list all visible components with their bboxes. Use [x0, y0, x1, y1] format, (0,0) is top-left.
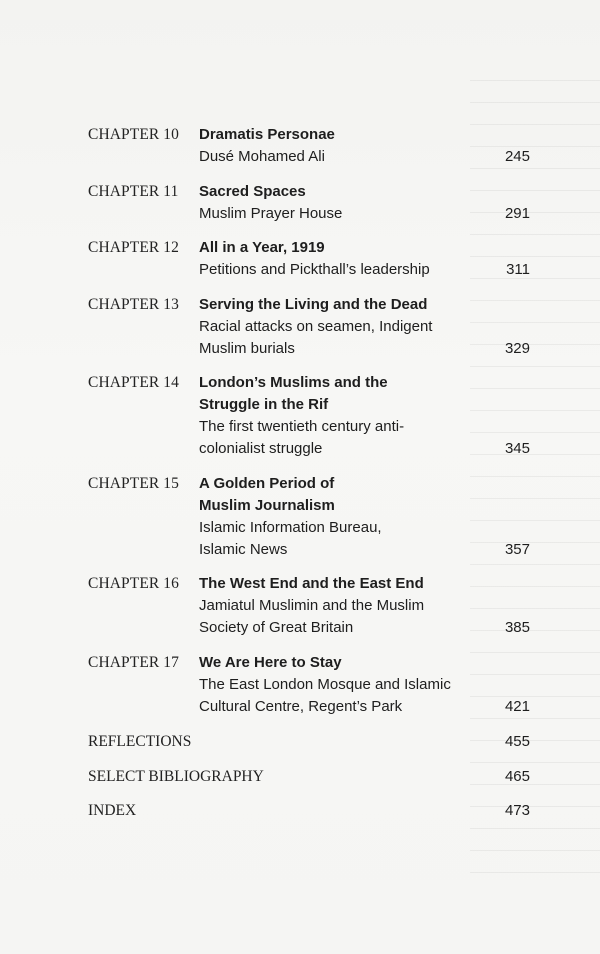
- chapter-title-line: All in a Year, 1919: [199, 239, 325, 256]
- page-number: 421: [504, 697, 530, 715]
- chapter-text: [199, 181, 499, 225]
- toc-entry: [88, 294, 532, 360]
- chapter-number: CHAPTER 14: [88, 374, 179, 391]
- chapter-subtitle-line: Racial attacks on seamen, Indigent: [199, 317, 433, 335]
- chapter-number: CHAPTER 12: [88, 239, 179, 256]
- page-number: 345: [504, 440, 530, 457]
- chapter-title-line: Struggle in the Rif: [199, 396, 329, 413]
- back-matter-entry: [88, 731, 532, 753]
- back-matter-label: INDEX: [88, 802, 137, 819]
- chapter-text: [199, 652, 499, 718]
- chapter-subtitle-line: Dusé Mohamed Ali: [199, 148, 325, 165]
- page-number: 311: [506, 261, 530, 278]
- page-number: 455: [504, 733, 530, 750]
- page-number: 329: [504, 339, 530, 357]
- back-matter-label: SELECT BIBLIOGRAPHY: [88, 767, 264, 785]
- chapter-number: CHAPTER 10: [88, 126, 179, 143]
- chapter-title-line: London’s Muslims and the: [199, 374, 388, 391]
- chapter-subtitle-line: Petitions and Pickthall’s leadership: [199, 261, 430, 278]
- chapter-text: [199, 237, 499, 281]
- chapter-text: [199, 372, 499, 460]
- chapter-subtitle-line: Islamic Information Bureau,: [199, 518, 382, 536]
- page-number: 473: [504, 802, 530, 819]
- chapter-subtitle-line: The first twentieth century anti-: [199, 418, 405, 435]
- page-number: 465: [504, 767, 530, 785]
- chapter-text: [199, 473, 499, 561]
- toc-entry: [88, 124, 532, 168]
- chapter-text: [199, 573, 499, 639]
- back-matter-label: REFLECTIONS: [88, 733, 192, 750]
- toc-entry: [88, 473, 532, 561]
- chapter-subtitle-line: Cultural Centre, Regent’s Park: [199, 697, 403, 715]
- chapter-title-line: A Golden Period of: [199, 474, 335, 492]
- chapter-subtitle-line: Society of Great Britain: [199, 619, 354, 636]
- chapter-subtitle-line: colonialist struggle: [199, 440, 323, 457]
- toc-entry: [88, 237, 532, 281]
- chapter-title-line: Dramatis Personae: [199, 126, 335, 143]
- toc-entry: [88, 652, 532, 718]
- chapter-title-line: Muslim Journalism: [199, 496, 335, 514]
- chapter-number: CHAPTER 16: [88, 575, 179, 592]
- chapter-subtitle-line: Jamiatul Muslimin and the Muslim: [199, 597, 425, 614]
- chapter-text: [199, 124, 499, 168]
- page-number: 385: [504, 619, 530, 636]
- chapter-number: CHAPTER 17: [88, 653, 179, 671]
- chapter-subtitle-line: Muslim Prayer House: [199, 204, 343, 222]
- chapter-subtitle-line: Islamic News: [199, 540, 288, 558]
- chapter-title-line: We Are Here to Stay: [199, 653, 342, 671]
- toc-entry: [88, 181, 532, 225]
- page-number: 291: [504, 204, 530, 222]
- back-matter-entry: [88, 766, 532, 788]
- page-number: 245: [504, 148, 530, 165]
- chapter-number: CHAPTER 15: [88, 474, 179, 492]
- chapter-subtitle-line: The East London Mosque and Islamic: [199, 675, 451, 693]
- toc-entry: [88, 573, 532, 639]
- chapter-subtitle-line: Muslim burials: [199, 339, 295, 357]
- chapter-title-line: Serving the Living and the Dead: [199, 295, 428, 313]
- chapter-number: CHAPTER 13: [88, 295, 179, 313]
- chapter-text: [199, 294, 499, 360]
- chapter-title-line: The West End and the East End: [199, 575, 424, 592]
- back-matter-entry: [88, 800, 532, 822]
- page-number: 357: [504, 540, 530, 558]
- chapter-number: CHAPTER 11: [88, 182, 179, 200]
- chapter-title-line: Sacred Spaces: [199, 182, 306, 200]
- toc-entry: [88, 372, 532, 460]
